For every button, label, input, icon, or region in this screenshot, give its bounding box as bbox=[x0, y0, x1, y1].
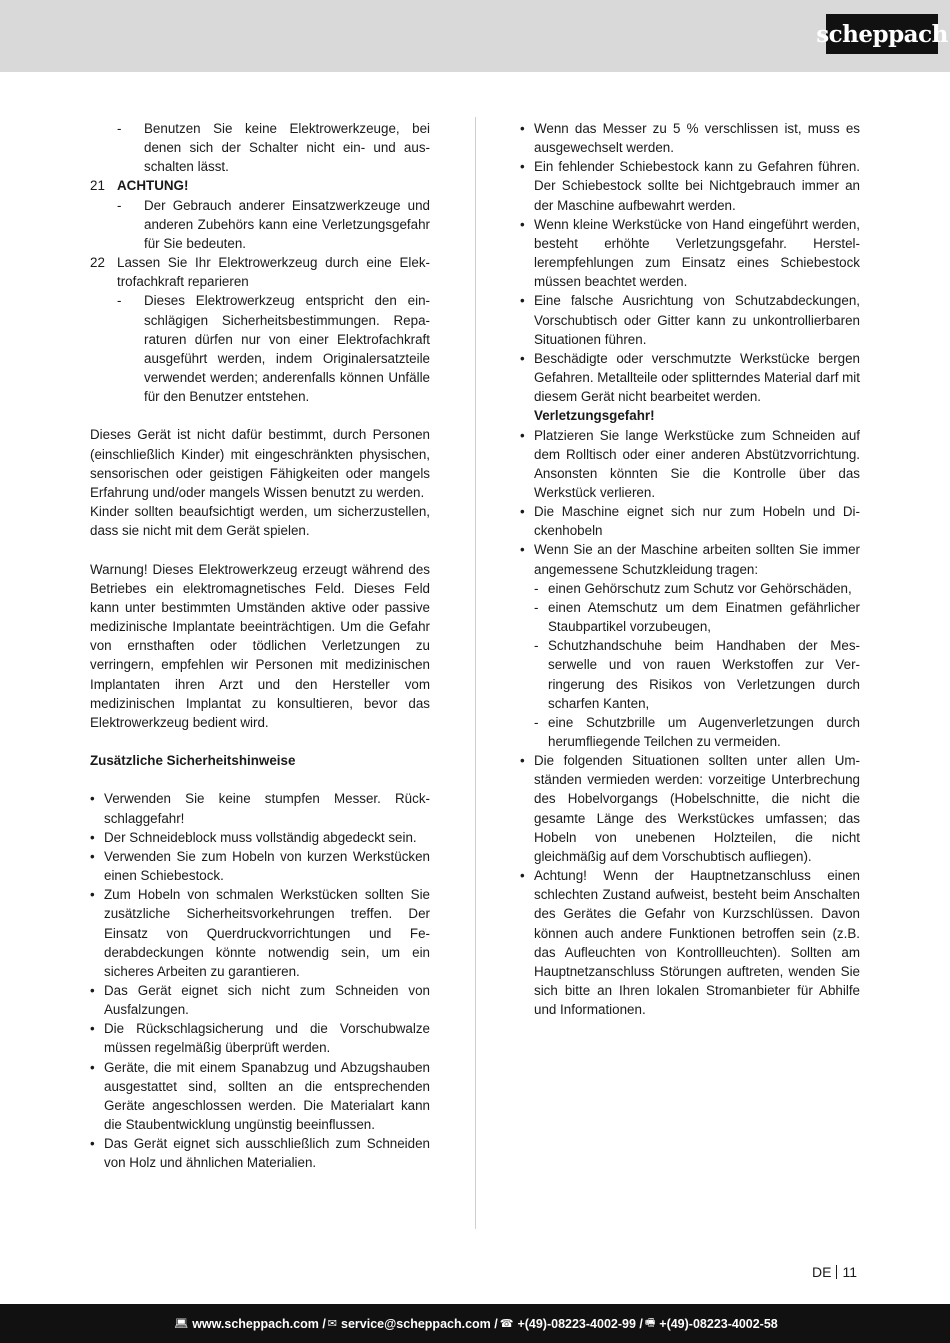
item-text bbox=[104, 1134, 430, 1172]
paragraph: Dieses Gerät ist nicht dafür bestimmt, durch Personen (einschließlich Kinder) mit eingeschränkten physischen, sensorischen oder geistigen Fähigkeiten oder mangels Erfahrung und/oder mangels Wissen benutzt zu werden. bbox=[90, 427, 430, 500]
bullet-item bbox=[520, 215, 860, 292]
sub-item bbox=[520, 579, 860, 598]
bullet-item bbox=[520, 502, 860, 540]
bullet-item bbox=[90, 847, 430, 885]
item-marker: - bbox=[117, 197, 122, 213]
bullet-item bbox=[520, 866, 860, 1019]
item-text bbox=[104, 789, 430, 827]
item-text-content: Das Gerät eignet sich ausschließlich zum Schneiden von Holz und ähnlichen Materialien. bbox=[104, 1136, 430, 1171]
item-text bbox=[534, 157, 860, 214]
item-text-content: Zum Hobeln von schmalen Werkstücken sollten Sie zusätzliche Sicherheitsvorkehrungen treffen. Der Einsatz von Querdruckvorrichtungen und Federabdeckungen könnte notwendig sein, um ein sicheres Arbeiten zu garantieren. bbox=[104, 887, 430, 979]
footer-email[interactable]: service@scheppach.com / bbox=[341, 1316, 498, 1331]
item-marker: • bbox=[90, 1136, 95, 1152]
item-text-content: Verwenden Sie keine stumpfen Messer. Rückschlaggefahr! bbox=[104, 791, 430, 826]
item-warning: Verletzungsgefahr! bbox=[534, 408, 655, 424]
item-marker: • bbox=[520, 159, 525, 175]
bullet-item bbox=[520, 349, 860, 426]
sub-item bbox=[520, 636, 860, 713]
bullet-item bbox=[520, 426, 860, 503]
item-text bbox=[534, 866, 860, 1019]
bullet-item bbox=[90, 789, 430, 827]
bullet-item bbox=[90, 1134, 430, 1172]
item-marker: • bbox=[520, 542, 525, 558]
item-text-content: Verwenden Sie zum Hobeln von kurzen Werkstücken einen Schiebestock. bbox=[104, 848, 430, 884]
mail-icon: ✉ bbox=[327, 1317, 338, 1330]
paragraph: Warnung! Dieses Elektrowerkzeug erzeugt während des Betriebes ein elektromagnetisches Feld. Dieses Feld kann unter bestimmten Umständen aktive oder passive medizinische Implantate beeinträchtigen. Um die Gefahr von ernsthaften oder tödlichen Verletzungen zu verringern, empfehlen wir Personen mit medizinischen Implantaten ihren Arzt und den Hersteller vom medizinischen Implantat zu konsultieren, bevor das Elektrowerkzeug bedient wird. bbox=[90, 561, 430, 730]
item-text-content: Das Gerät eignet sich nicht zum Schneiden von Ausfalzungen. bbox=[104, 982, 430, 1018]
item-text-content: Platzieren Sie lange Werkstücke zum Schneiden auf dem Rolltisch oder einer anderen Abstützvorrichtung. Ansonsten könnten Sie die Kontrolle über das Werkstück verlieren. bbox=[534, 427, 860, 500]
item-marker: • bbox=[90, 791, 95, 807]
item-marker: • bbox=[520, 293, 525, 309]
item-text bbox=[548, 598, 860, 636]
item-marker: • bbox=[90, 887, 95, 903]
footer-fax: +(49)-08223-4002-58 bbox=[659, 1316, 778, 1331]
item-text bbox=[144, 196, 430, 253]
item-marker: • bbox=[520, 753, 525, 769]
item-text-content: Wenn kleine Werkstücke von Hand eingeführt werden, besteht erhöhte Verletzungsgefahr. Herstellerempfehlungen zum Einsatz eines Schiebestock müssen beachtet werden. bbox=[534, 216, 860, 290]
bullet-item bbox=[520, 751, 860, 866]
item-text-content: Die Rückschlagsicherung und die Vorschubwalze müssen regelmäßig überprüft werden. bbox=[104, 1021, 430, 1056]
page-language: DE bbox=[812, 1264, 832, 1280]
item-text-content: Der Gebrauch anderer Einsatzwerkzeuge und anderen Zubehörs kann eine Verletzungsgefahr für Sie bedeuten. bbox=[144, 197, 430, 251]
item-text bbox=[104, 847, 430, 885]
item-number: 21 bbox=[90, 178, 105, 194]
item-marker: • bbox=[90, 1059, 95, 1075]
item-marker: • bbox=[520, 121, 525, 136]
item-text-content: Beschädigte oder verschmutzte Werkstücke bergen Gefahren. Metallteile oder splitterndes Material darf mit diesem Gerät nicht bearbeitet werden. bbox=[534, 350, 860, 405]
item-marker: - bbox=[117, 293, 122, 309]
bullet-item bbox=[90, 981, 430, 1019]
item-text bbox=[104, 1019, 430, 1057]
item-text bbox=[104, 981, 430, 1019]
spacer bbox=[90, 732, 430, 751]
bullet-item bbox=[90, 885, 430, 981]
item-text bbox=[117, 253, 430, 291]
item-text bbox=[104, 1058, 430, 1135]
item-text bbox=[534, 349, 860, 426]
spacer bbox=[90, 540, 430, 559]
page-footer bbox=[0, 1304, 950, 1343]
spacer bbox=[90, 406, 430, 425]
item-marker: - bbox=[534, 599, 539, 615]
item-text-content: Die Maschine eignet sich nur zum Hobeln und Dickenhobeln bbox=[534, 504, 860, 539]
item-text-content: Ein fehlender Schiebestock kann zu Gefahren führen. Der Schiebestock sollte bei Nichtgebrauch immer an der Maschine aufbewahrt werden. bbox=[534, 159, 860, 213]
bullet-item bbox=[520, 119, 860, 157]
item-text bbox=[534, 540, 860, 578]
paragraph: Kinder sollten beaufsichtigt werden, um sicherzustellen, dass sie nicht mit dem Gerät spielen. bbox=[90, 504, 430, 539]
item-marker: • bbox=[520, 504, 525, 520]
item-marker: - bbox=[534, 714, 539, 730]
item-text-content: Die folgenden Situationen sollten unter allen Umständen vermieden werden: vorzeitige Unterbrechung des Hobelvorgangs (Hobelschnitte, die nicht die gesamte Länge des Werkstückes umfassen; das Hobeln von unebenen Holzteilen, die nicht gleichmäßig auf dem Vorschubtisch aufliegen). bbox=[534, 753, 860, 864]
page-number bbox=[812, 1264, 857, 1280]
item-text-content: Wenn Sie an der Maschine arbeiten sollten Sie immer angemessene Schutzkleidung tragen: bbox=[534, 542, 860, 577]
item-text bbox=[144, 119, 430, 176]
item-marker: - bbox=[534, 580, 539, 596]
column-divider bbox=[475, 117, 476, 1229]
item-text-content: einen Gehörschutz zum Schutz vor Gehörschäden, bbox=[548, 580, 852, 596]
footer-phone: +(49)-08223-4002-99 / bbox=[517, 1316, 643, 1331]
section-heading: Zusätzliche Sicherheitshinweise bbox=[90, 753, 296, 769]
left-column bbox=[90, 119, 430, 1173]
item-text-content: Wenn das Messer zu 5 % verschlissen ist, muss es ausgewechselt werden. bbox=[534, 121, 860, 156]
monitor-icon: 💻︎ bbox=[174, 1317, 189, 1330]
item-marker: - bbox=[117, 121, 122, 136]
item-text-content: Achtung! Wenn der Hauptnetzanschluss einen schlechten Zustand aufweist, besteht beim Anschalten des Gerätes die Gefahr von Kurzschlüssen. Davon können auch andere Funktionen betroffen sein (z.B. das Aufleuchten von Kontrollleuchten). Sollten am Hauptnetzanschluss Störungen auftreten, wenden Sie sich bitte an Ihren lokalen Stromanbieter für Abhilfe und Informationen. bbox=[534, 868, 860, 1018]
item-text bbox=[534, 502, 860, 540]
item-text bbox=[548, 636, 860, 713]
item-text bbox=[548, 713, 860, 751]
item-marker: • bbox=[90, 982, 95, 998]
sub-item bbox=[90, 119, 430, 176]
item-text-content: Eine falsche Ausrichtung von Schutzabdeckungen, Vorschubtisch oder Gitter kann zu unkontrollierbaren Situationen führen. bbox=[534, 293, 860, 347]
scheppach-logo: scheppach bbox=[826, 14, 938, 54]
item-marker: • bbox=[90, 829, 95, 845]
item-marker: • bbox=[520, 216, 525, 232]
item-text bbox=[534, 119, 860, 157]
item-marker: • bbox=[90, 1021, 95, 1037]
item-text bbox=[548, 579, 860, 598]
item-text bbox=[104, 828, 430, 847]
phone-icon: ☎ bbox=[499, 1317, 514, 1330]
page-number-divider bbox=[836, 1265, 837, 1279]
item-text-content: eine Schutzbrille um Augenverletzungen durch herumfliegende Teilchen zu vermeiden. bbox=[548, 714, 860, 749]
item-marker: • bbox=[520, 427, 525, 443]
item-text-content: Geräte, die mit einem Spanabzug und Abzugshauben ausgestattet sind, sollten an die entsprechenden Geräte angeschlossen werden. Die Materialart kann die Staubentwicklung ungünstig beeinflussen. bbox=[104, 1059, 430, 1133]
item-text bbox=[534, 751, 860, 866]
item-text bbox=[534, 215, 860, 292]
right-column bbox=[520, 119, 860, 1019]
fax-icon: 🖷︎ bbox=[644, 1316, 656, 1329]
item-text-content: einen Atemschutz um dem Einatmen gefährlicher Staubpartikel vorzubeugen, bbox=[548, 599, 860, 635]
item-marker: • bbox=[520, 868, 525, 884]
item-text bbox=[117, 176, 430, 195]
item-text-content: Benutzen Sie keine Elektrowerkzeuge, bei denen sich der Schalter nicht ein- und ausschalten lässt. bbox=[144, 121, 430, 175]
item-text-content: Der Schneideblock muss vollständig abgedeckt sein. bbox=[104, 829, 417, 845]
item-text-content: ACHTUNG! bbox=[117, 178, 189, 194]
item-text-content: Dieses Elektrowerkzeug entspricht den einschlägigen Sicherheitsbestimmungen. Reparaturen dürfen nur von einer Elektrofachkraft ausgeführt werden, indem Originalersatzteile verwendet werden; anderenfalls können Unfälle für den Benutzer entstehen. bbox=[144, 293, 430, 405]
bullet-item bbox=[90, 828, 430, 847]
item-text bbox=[534, 291, 860, 348]
numbered-item bbox=[90, 176, 430, 195]
numbered-item bbox=[90, 253, 430, 291]
item-text bbox=[144, 291, 430, 406]
item-text-content: Schutzhandschuhe beim Handhaben der Messerwelle und von rauen Werkstoffen zur Verringerung des Risikos von Verletzungen durch scharfen Kanten, bbox=[548, 638, 860, 711]
item-text-content: Lassen Sie Ihr Elektrowerkzeug durch eine Elektrofachkraft reparieren bbox=[117, 255, 430, 290]
sub-item bbox=[90, 291, 430, 406]
item-marker: • bbox=[90, 848, 95, 864]
item-text bbox=[534, 426, 860, 503]
item-marker: - bbox=[534, 638, 539, 654]
item-number: 22 bbox=[90, 255, 105, 271]
item-marker: • bbox=[520, 350, 525, 366]
bullet-item bbox=[90, 1058, 430, 1135]
page-number-value: 11 bbox=[842, 1264, 857, 1280]
page-header bbox=[0, 0, 950, 72]
bullet-item bbox=[520, 157, 860, 214]
sub-item bbox=[520, 598, 860, 636]
item-text bbox=[104, 885, 430, 981]
spacer bbox=[90, 770, 430, 789]
sub-item bbox=[520, 713, 860, 751]
sub-item bbox=[90, 196, 430, 253]
bullet-item bbox=[520, 291, 860, 348]
footer-website[interactable]: www.scheppach.com / bbox=[192, 1316, 326, 1331]
bullet-item bbox=[90, 1019, 430, 1057]
bullet-item bbox=[520, 540, 860, 578]
